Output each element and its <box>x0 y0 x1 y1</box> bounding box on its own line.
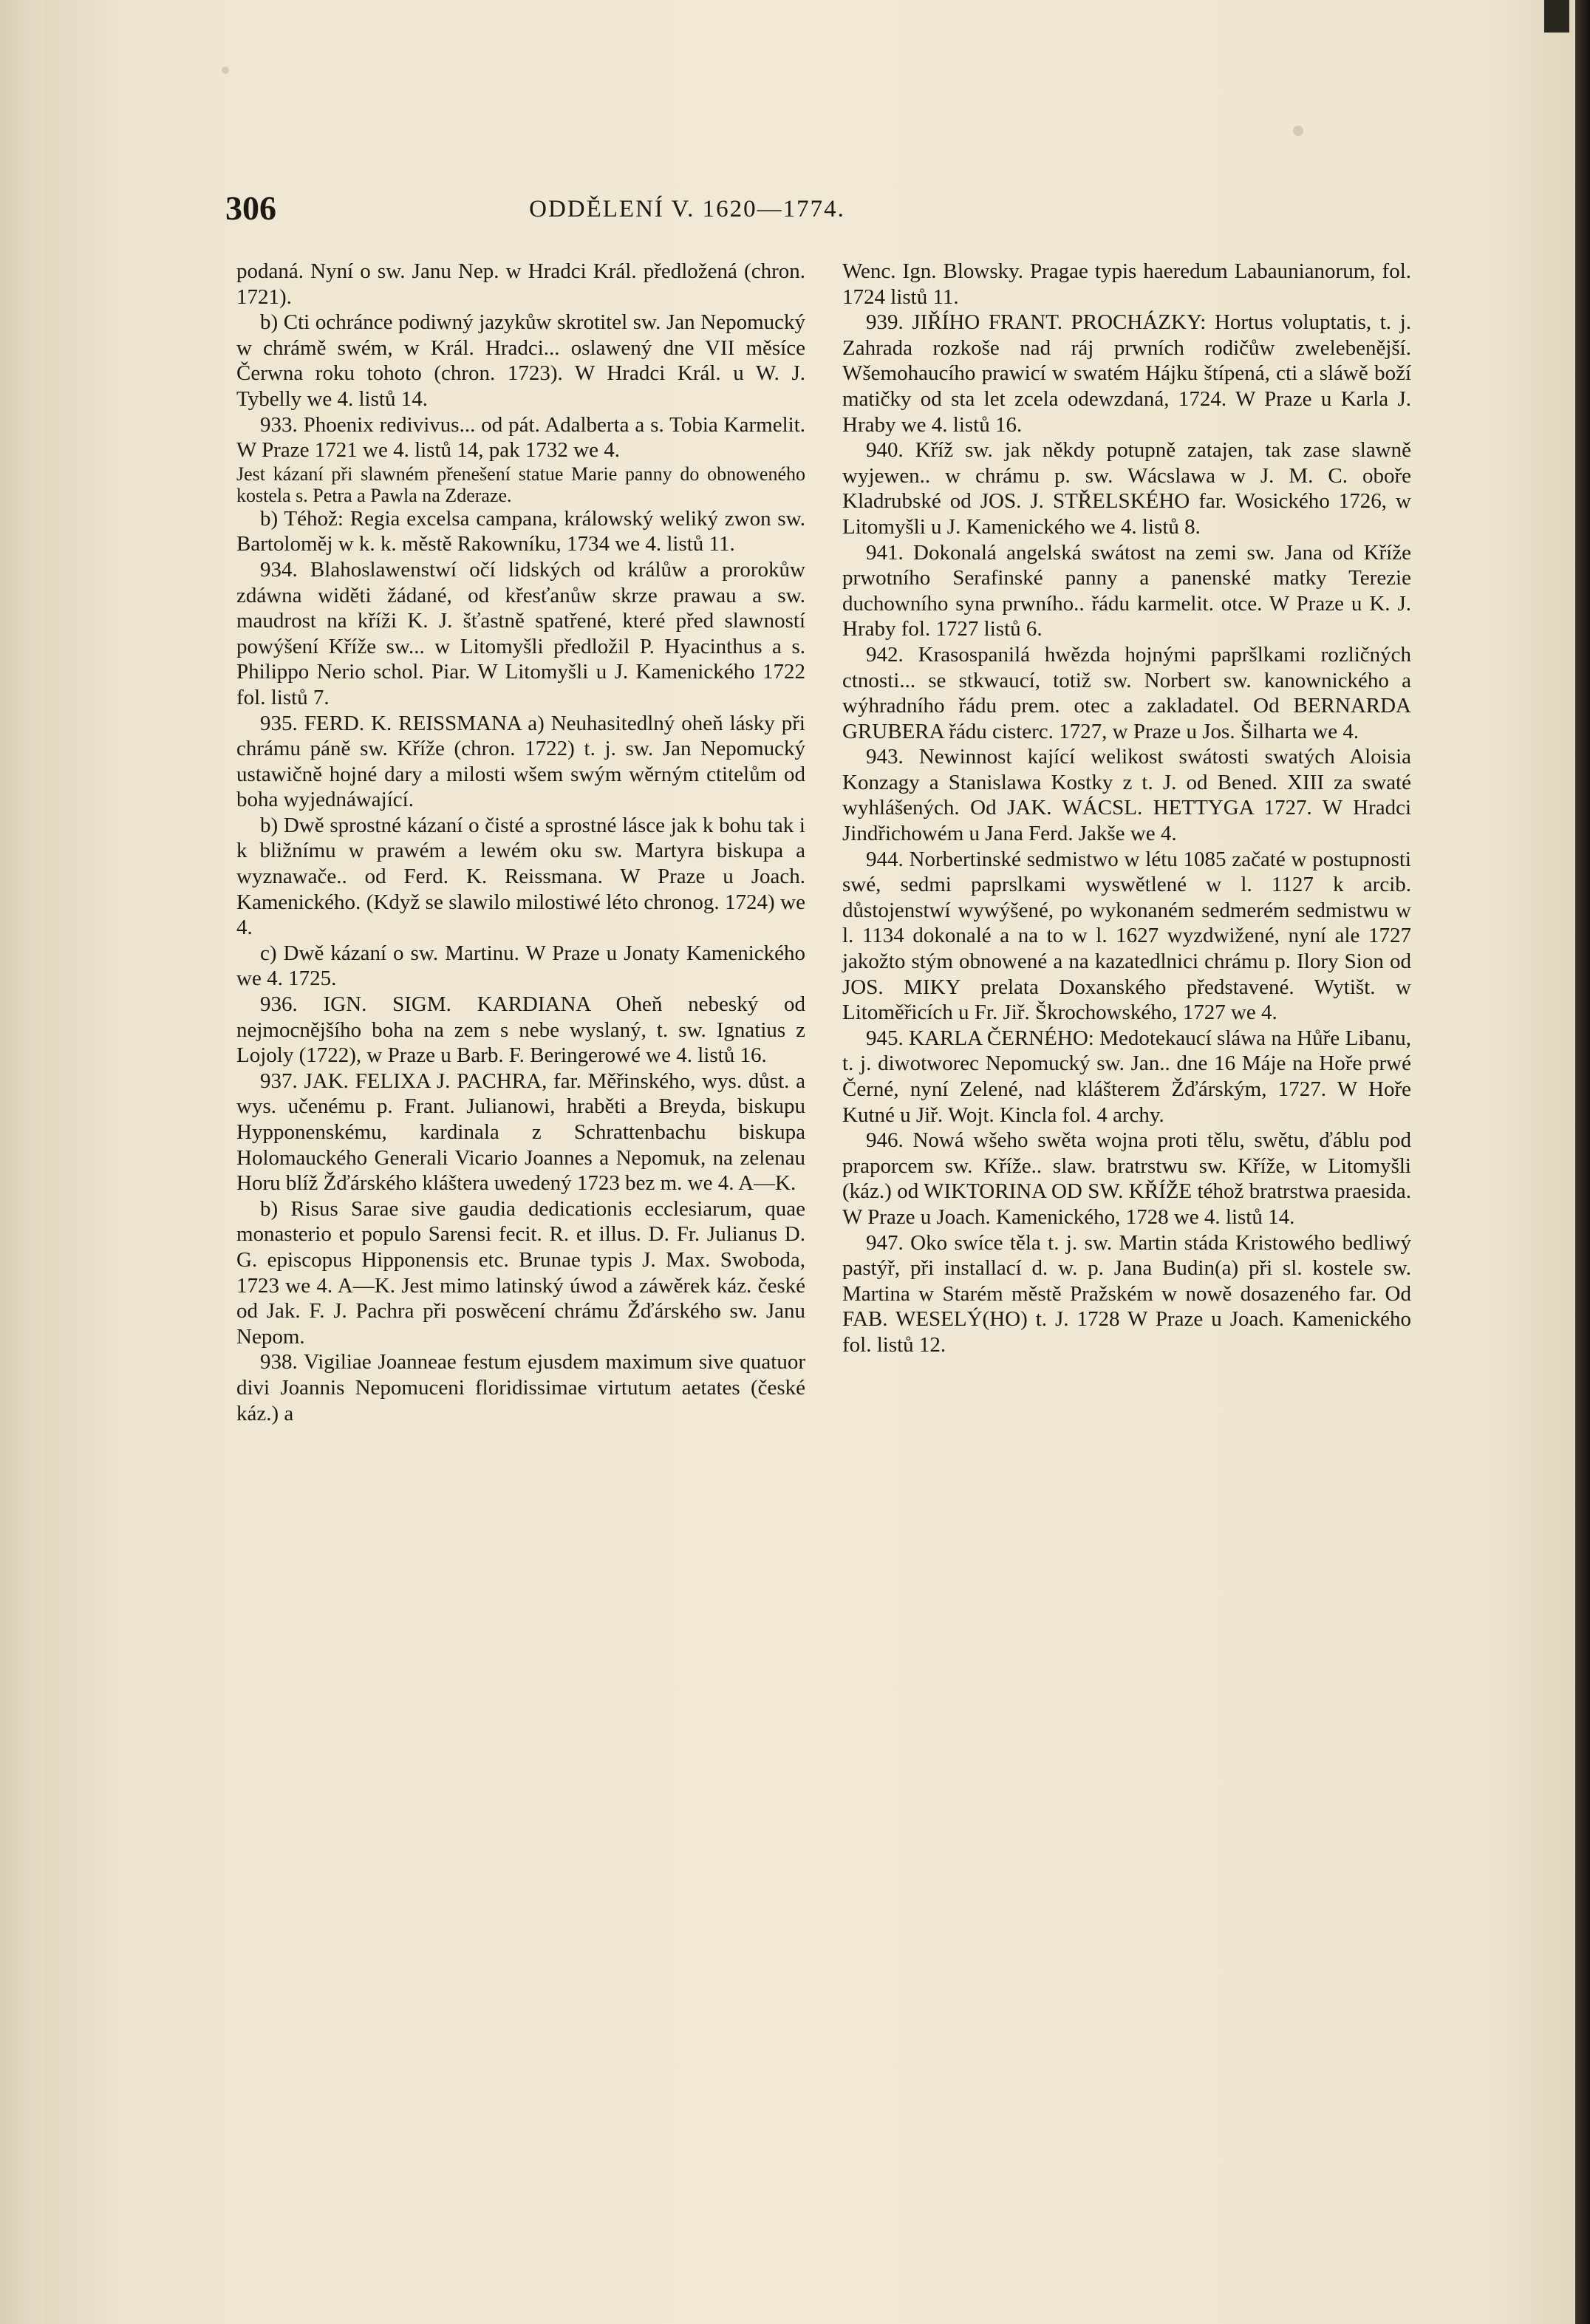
page-header <box>225 188 1045 233</box>
scan-edge <box>1575 0 1590 2324</box>
paragraph: podaná. Nyní o sw. Janu Nep. w Hradci Král. předložená (chron. 1721). <box>236 259 805 309</box>
paragraph: 942. Krasospanilá hwězda hojnými papršlkami rozličných ctnosti... se stkwaucí, totiž sw. Norbert sw. kanownického a wýhradního řádu prem. otec a zakladatel. Od BERNARDA GRUBERA řádu cisterc. 1727, w Praze u Jos. Šilharta we 4. <box>842 642 1411 743</box>
paragraph: 934. Blahoslawenstwí očí lidských od králůw a prorokůw zdáwna widěti žádané, od křesťanůw skrze prawau a sw. maudrost na kříži K. J. šťastně spatřené, které před slawností powýšení Kříže sw... w Litomyšli předložil P. Hyacinthus a s. Philippo Nerio schol. Piar. W Litomyšli u J. Kamenického 1722 fol. listů 7. <box>236 557 805 709</box>
paragraph: b) Dwě sprostné kázaní o čisté a sprostné lásce jak k bohu tak i k bližnímu w prawém a lewém oku sw. Martyra biskupa a wyznawače.. od Ferd. K. Reissmana. W Praze u Joach. Kamenického. (Když se slawilo milostiwé léto chronog. 1724) we 4. <box>236 813 805 940</box>
paragraph: 933. Phoenix redivivus... od pát. Adalberta a s. Tobia Karmelit. W Praze 1721 we 4. listů 14, pak 1732 we 4. <box>236 412 805 463</box>
paragraph: 947. Oko swíce těla t. j. sw. Martin stáda Kristowého bedliwý pastýř, při installací d. w. p. Jana Budin(a) při sl. kostele sw. Martina w Starém městě Pražském w nowě dosazeného far. Od FAB. WESELÝ(HO) t. J. 1728 W Praze u Joach. Kamenického fol. listů 12. <box>842 1230 1411 1357</box>
paragraph: 938. Vigiliae Joanneae festum ejusdem maximum sive quatuor divi Joannis Nepomuceni floridissimae virtutum aetates (české káz.) a <box>236 1350 805 1425</box>
paragraph: b) Téhož: Regia excelsa campana, králowský weliký zwon sw. Bartoloměj w k. k. městě Rakowníku, 1734 we 4. listů 11. <box>236 506 805 556</box>
paragraph: 946. Nowá wšeho swěta wojna proti tělu, swětu, ďáblu pod praporcem sw. Kříže.. slaw. bratrstwu sw. Kříže, w Litomyšli (káz.) od WIKTORINA OD SW. KŘÍŽE téhož bratrstwa praesida. W Praze u Joach. Kamenického, 1728 we 4. listů 14. <box>842 1128 1411 1229</box>
paragraph: c) Dwě kázaní o sw. Martinu. W Praze u Jonaty Kamenického we 4. 1725. <box>236 941 805 991</box>
paragraph: 935. FERD. K. REISSMANA a) Neuhasitedlný oheň lásky při chrámu páně sw. Kříže (chron. 1722) t. j. sw. Jan Nepomucký ustawičně hojné dary a milosti wšem swým wěrným ctitelům od boha wyjednáwající. <box>236 711 805 812</box>
left-column <box>236 259 805 1426</box>
paper-stain <box>222 67 229 74</box>
paragraph: Jest kázaní při slawném přenešení statue Marie panny do obnoweného kostela s. Petra a Pawla na Zderaze. <box>236 463 805 506</box>
paragraph: b) Risus Sarae sive gaudia dedicationis ecclesiarum, quae monasterio et populo Sarensi fecit. R. et illus. D. Fr. Julianus D. G. episcopus Hipponensis etc. Brunae typis J. Max. Swoboda, 1723 we 4. A—K. Jest mimo latinský úwod a záwěrek káz. české od Jak. F. J. Pachra při poswěcení chrámu Žďárského sw. Janu Nepom. <box>236 1196 805 1349</box>
paragraph: 936. IGN. SIGM. KARDIANA Oheň nebeský od nejmocnějšího boha na zem s nebe wyslaný, t. sw. Ignatius z Lojoly (1722), w Praze u Barb. F. Beringerowé we 4. listů 16. <box>236 992 805 1068</box>
running-head: ODDĚLENÍ V. 1620—1774. <box>529 196 845 222</box>
page-number: 306 <box>225 189 276 227</box>
right-column <box>842 259 1411 1358</box>
paper-stain <box>1293 126 1303 136</box>
paragraph: 941. Dokonalá angelská swátost na zemi sw. Jana od Kříže prwotního Serafinské panny a panenské matky Terezie duchowního syna prwního.. řádu karmelit. otce. W Praze u K. J. Hraby fol. 1727 listů 6. <box>842 540 1411 641</box>
paragraph: 937. JAK. FELIXA J. PACHRA, far. Měřinského, wys. důst. a wys. učenému p. Frant. Julianowi, hraběti a Breyda, biskupu Hypponenskému, kardinala z Schrattenbachu biskupa Holomauckého Generali Vicario Joannes a Nepomuk, na zelenau Horu blíž Žďárského kláštera uwedený 1723 bez m. we 4. A—K. <box>236 1069 805 1196</box>
binding-margin <box>0 0 44 2324</box>
paragraph: 943. Newinnost kající welikost swátosti swatých Aloisia Konzagy a Stanislawa Kostky z t. J. od Bened. XIII za swaté wyhlášených. Od JAK. WÁCSL. HETTYGA 1727. W Hradci Jindřichowém u Jana Ferd. Jakše we 4. <box>842 745 1411 846</box>
paragraph: 944. Norbertinské sedmistwo w létu 1085 začaté w postupnosti swé, sedmi paprslkami wyswětlené w l. 1127 k arcib. důstojenstwí wywýšené, po wykonaném sedmerém sedmistwu w l. 1134 dokonalé a na to w l. 1627 wyzdwižené, nyní ale 1727 jakožto stým obnowené a na kazatedlnici chrámu p. Ilory Sion od JOS. MIKY prelata Doxanského představené. Wytišt. w Litoměřicích u Fr. Jiř. Škrochowského, 1727 we 4. <box>842 847 1411 1025</box>
scan-corner-mark <box>1544 0 1569 33</box>
paragraph: 939. JIŘÍHO FRANT. PROCHÁZKY: Hortus voluptatis, t. j. Zahrada rozkoše nad ráj prwních rodičůw zwelebenější. Wšemohaucího prawicí w swatém Hájku štípená, cti a sláwě boží matičky od sta let zcela odewzdaná, 1724. W Praze u Karla J. Hraby we 4. listů 16. <box>842 310 1411 437</box>
paragraph: b) Cti ochránce podiwný jazykůw skrotitel sw. Jan Nepomucký w chrámě swém, w Král. Hradci... oslawený dne VII měsíce Čerwna roku tohoto (chron. 1723). W Hradci Král. u W. J. Tybelly we 4. listů 14. <box>236 310 805 411</box>
paragraph: 940. Kříž sw. jak někdy potupně zatajen, tak zase slawně wyjewen.. w chrámu p. sw. Wácslawa w J. M. C. oboře Kladrubské od JOS. J. STŘELSKÉHO far. Wosického 1726, w Litomyšli u J. Kamenického we 4. listů 8. <box>842 438 1411 539</box>
paragraph: Wenc. Ign. Blowsky. Pragae typis haeredum Labaunianorum, fol. 1724 listů 11. <box>842 259 1411 309</box>
paragraph: 945. KARLA ČERNÉHO: Medotekaucí sláwa na Hůře Libanu, t. j. diwotworec Nepomucký sw. Jan.. dne 16 Máje na Hoře prwé Černé, nyní Zelené, nad klášterem Žďárským, 1727. W Hoře Kutné u Jiř. Wojt. Kincla fol. 4 archy. <box>842 1026 1411 1127</box>
